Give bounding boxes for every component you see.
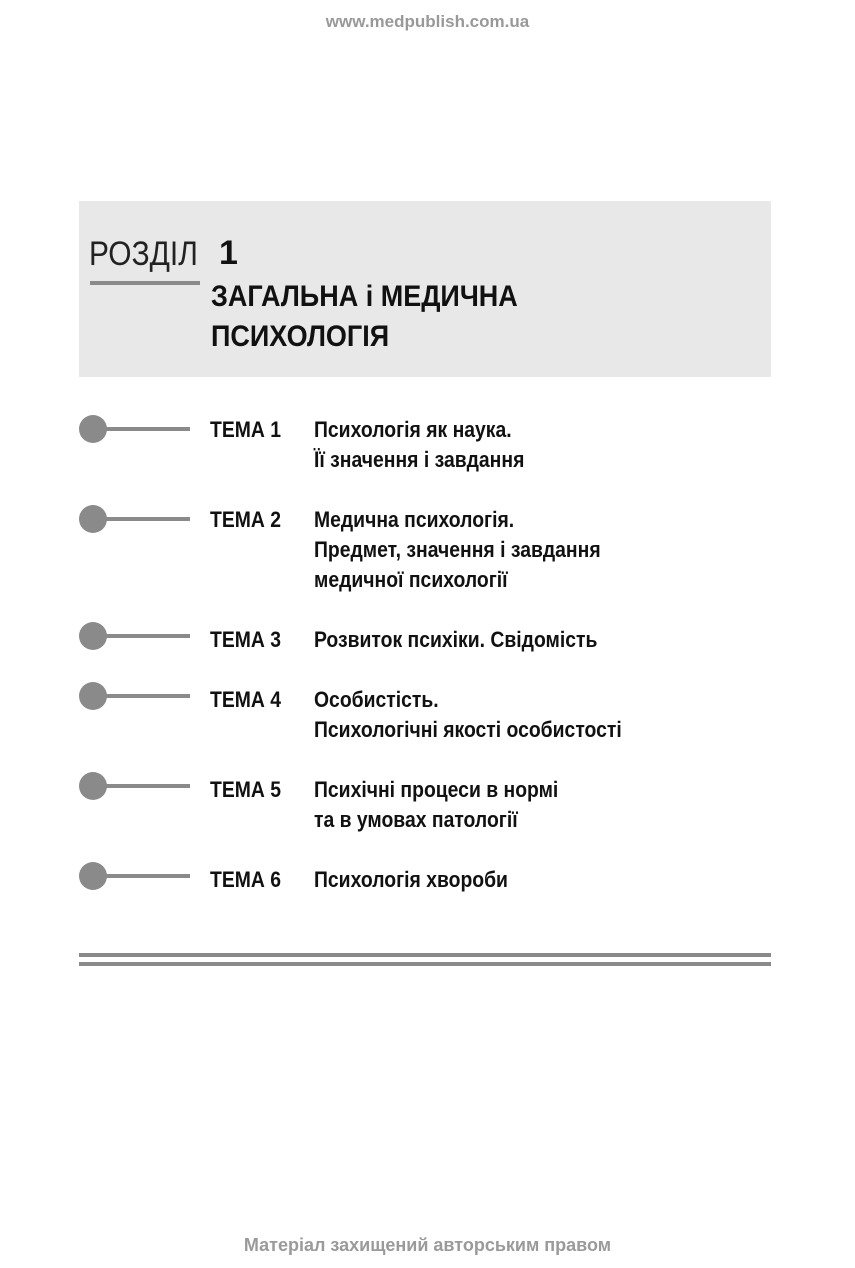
- topic-title: [314, 685, 684, 745]
- section-divider-bottom: [79, 962, 771, 966]
- bullet-connector-line: [105, 694, 190, 698]
- chapter-number: 1: [219, 234, 238, 272]
- bullet-connector-line: [105, 874, 190, 878]
- topic-label: ТЕМА 6: [210, 867, 282, 892]
- chapter-label: РОЗДІЛ: [89, 235, 198, 273]
- bullet-dot-icon: [79, 505, 107, 533]
- chapter-title: [211, 277, 679, 357]
- topic-label: ТЕМА 4: [210, 687, 282, 712]
- topic-title-line: Психологія як наука.: [314, 417, 512, 442]
- topic-title: [314, 865, 684, 895]
- chapter-title-line: ПСИХОЛОГІЯ: [211, 320, 390, 353]
- topic-title-line: Психологія хвороби: [314, 867, 508, 892]
- site-url: www.medpublish.com.ua: [325, 12, 530, 31]
- bullet-dot-icon: [79, 682, 107, 710]
- topic-title-line: Предмет, значення і завдання: [314, 537, 601, 562]
- bullet-dot-icon: [79, 622, 107, 650]
- bullet-dot-icon: [79, 772, 107, 800]
- bullet-connector-line: [105, 517, 190, 521]
- chapter-underline: [90, 281, 200, 285]
- topic-label: ТЕМА 5: [210, 777, 282, 802]
- topic-title-line: та в умовах патології: [314, 807, 518, 832]
- chapter-header: [79, 201, 771, 377]
- topic-title-line: медичної психології: [314, 567, 508, 592]
- chapter-title-line: ЗАГАЛЬНА і МЕДИЧНА: [211, 280, 518, 313]
- topic-title: [314, 775, 684, 835]
- topic-title-line: Медична психологія.: [314, 507, 515, 532]
- topic-title-line: Розвиток психіки. Свідомість: [314, 627, 598, 652]
- bullet-connector-line: [105, 634, 190, 638]
- topic-title: [314, 625, 684, 655]
- topic-title-line: Її значення і завдання: [314, 447, 525, 472]
- copyright-notice: Матеріал захищений авторським правом: [243, 1235, 612, 1255]
- section-divider-top: [79, 953, 771, 957]
- bullet-dot-icon: [79, 415, 107, 443]
- topic-title-line: Психічні процеси в нормі: [314, 777, 559, 802]
- topic-title-line: Психологічні якості особистості: [314, 717, 622, 742]
- topic-label: ТЕМА 1: [210, 417, 282, 442]
- bullet-connector-line: [105, 784, 190, 788]
- bullet-connector-line: [105, 427, 190, 431]
- bullet-dot-icon: [79, 862, 107, 890]
- topic-title-line: Особистість.: [314, 687, 439, 712]
- topic-title: [314, 505, 684, 595]
- topic-title: [314, 415, 684, 475]
- topic-label: ТЕМА 3: [210, 627, 282, 652]
- topic-label: ТЕМА 2: [210, 507, 282, 532]
